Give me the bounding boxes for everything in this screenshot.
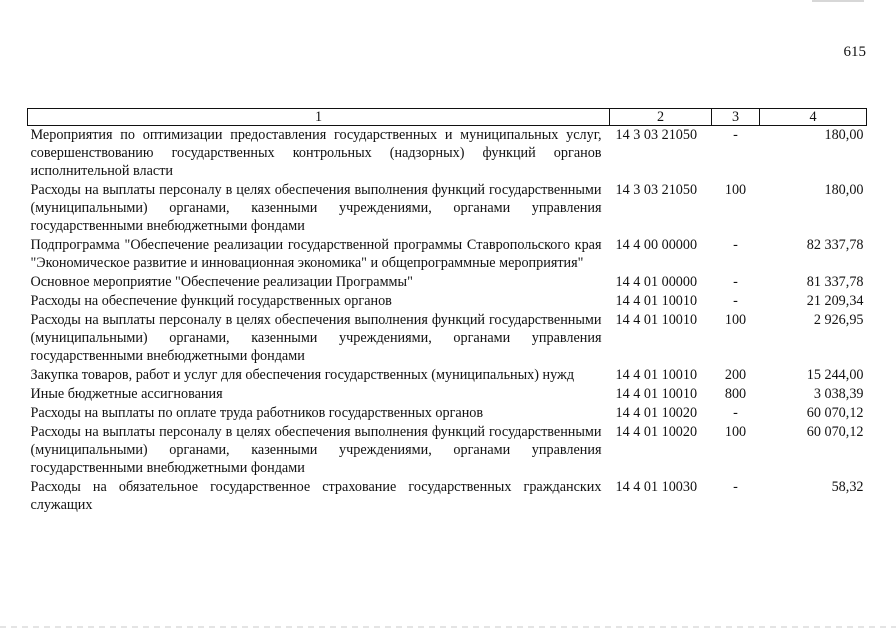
row-code: 14 4 01 10020 bbox=[615, 405, 698, 421]
row-name: Основное мероприятие "Обеспечение реализации Программы" bbox=[30, 274, 413, 290]
table-row bbox=[28, 404, 867, 423]
row-code: 14 4 01 10030 bbox=[615, 479, 698, 495]
row-type: - bbox=[733, 293, 738, 309]
row-amount: 180,00 bbox=[824, 127, 864, 143]
row-amount: 3 038,39 bbox=[813, 386, 864, 402]
row-name: Расходы на выплаты персоналу в целях обеспечения выполнения функций государственными (муниципальными) органами, казенными учреждениями, органами управления государственными внебюджетными фондами bbox=[30, 182, 602, 234]
row-name: Закупка товаров, работ и услуг для обеспечения государственных (муниципальных) нужд bbox=[30, 367, 575, 383]
scan-artifact-bottom bbox=[0, 626, 896, 628]
table-row bbox=[28, 478, 867, 515]
row-type: 100 bbox=[724, 312, 747, 328]
row-amount: 82 337,78 bbox=[806, 237, 864, 253]
row-code: 14 4 00 00000 bbox=[615, 237, 698, 253]
table-row bbox=[28, 311, 867, 366]
row-code: 14 4 01 00000 bbox=[615, 274, 698, 290]
budget-table bbox=[27, 108, 867, 515]
row-code: 14 4 01 10010 bbox=[615, 367, 698, 383]
row-type: 100 bbox=[724, 182, 747, 198]
table-row bbox=[28, 126, 867, 182]
row-type: - bbox=[733, 274, 738, 290]
table-row bbox=[28, 292, 867, 311]
column-header-name: 1 bbox=[28, 109, 610, 126]
row-type: - bbox=[733, 479, 738, 495]
scan-artifact-top bbox=[812, 0, 864, 2]
table-header-row bbox=[28, 109, 867, 126]
row-amount: 21 209,34 bbox=[806, 293, 864, 309]
row-code: 14 4 01 10020 bbox=[615, 424, 698, 440]
row-amount: 60 070,12 bbox=[806, 424, 864, 440]
page-number: 615 bbox=[843, 44, 866, 60]
row-name: Иные бюджетные ассигнования bbox=[30, 386, 223, 402]
column-header-code: 2 bbox=[610, 109, 712, 126]
row-name: Подпрограмма "Обеспечение реализации государственной программы Ставропольского края "Экономическое развитие и инновационная экономика" и общепрограммные мероприятия" bbox=[30, 237, 602, 271]
row-amount: 58,32 bbox=[831, 479, 864, 495]
table-row bbox=[28, 236, 867, 273]
row-name: Расходы на обязательное государственное страхование государственных гражданских служащих bbox=[30, 479, 602, 513]
row-name: Расходы на выплаты персоналу в целях обеспечения выполнения функций государственными (муниципальными) органами, казенными учреждениями, органами управления государственными внебюджетными фондами bbox=[30, 424, 602, 476]
row-type: 100 bbox=[724, 424, 747, 440]
row-code: 14 3 03 21050 bbox=[615, 127, 698, 143]
row-amount: 180,00 bbox=[824, 182, 864, 198]
row-amount: 2 926,95 bbox=[813, 312, 864, 328]
row-name: Расходы на выплаты по оплате труда работников государственных органов bbox=[30, 405, 484, 421]
table-row bbox=[28, 273, 867, 292]
row-code: 14 4 01 10010 bbox=[615, 293, 698, 309]
row-name: Расходы на выплаты персоналу в целях обеспечения выполнения функций государственными (муниципальными) органами, казенными учреждениями, органами управления государственными внебюджетными фондами bbox=[30, 312, 602, 364]
table-row bbox=[28, 366, 867, 385]
row-type: - bbox=[733, 237, 738, 253]
table-row bbox=[28, 423, 867, 478]
column-header-type: 3 bbox=[712, 109, 760, 126]
row-amount: 15 244,00 bbox=[806, 367, 864, 383]
row-type: - bbox=[733, 405, 738, 421]
row-code: 14 4 01 10010 bbox=[615, 312, 698, 328]
column-header-amount: 4 bbox=[760, 109, 867, 126]
row-amount: 81 337,78 bbox=[806, 274, 864, 290]
row-code: 14 4 01 10010 bbox=[615, 386, 698, 402]
table-row bbox=[28, 385, 867, 404]
row-amount: 60 070,12 bbox=[806, 405, 864, 421]
row-type: - bbox=[733, 127, 738, 143]
table-row bbox=[28, 181, 867, 236]
row-name: Расходы на обеспечение функций государственных органов bbox=[30, 293, 392, 309]
row-name: Мероприятия по оптимизации предоставления государственных и муниципальных услуг, совершенствованию государственных контрольных (надзорных) функций органов исполнительной власти bbox=[30, 127, 602, 179]
row-type: 200 bbox=[724, 367, 747, 383]
row-code: 14 3 03 21050 bbox=[615, 182, 698, 198]
row-type: 800 bbox=[724, 386, 747, 402]
